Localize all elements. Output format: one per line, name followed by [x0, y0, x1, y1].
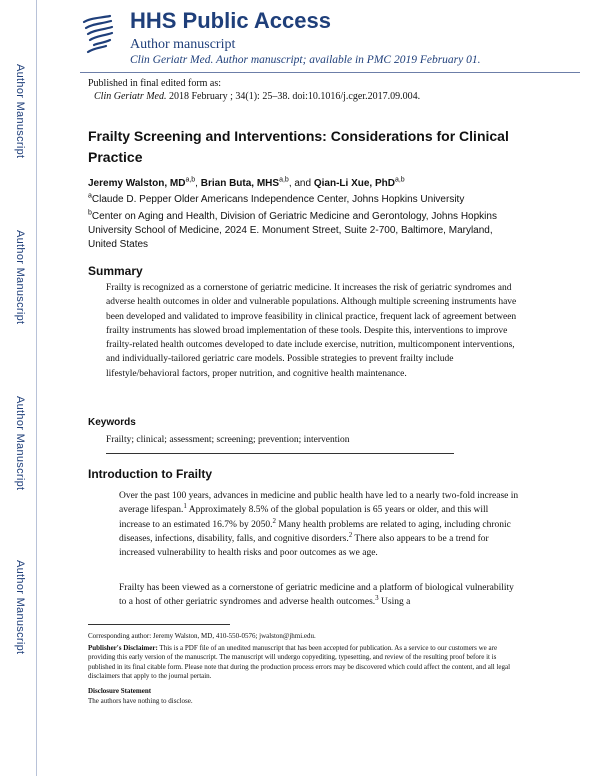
- affiliation-b-marker: b: [88, 209, 92, 217]
- citation-details: 2018 February ; 34(1): 25–38. doi:10.1016/j.cger.2017.09.004.: [169, 91, 421, 102]
- author-separator-1: ,: [195, 178, 201, 189]
- affiliation-b: [88, 210, 518, 252]
- author-2: Brian Buta, MHS: [200, 178, 280, 189]
- keywords-divider: [106, 453, 454, 454]
- publication-info: [88, 77, 420, 103]
- summary-heading: Summary: [88, 264, 143, 278]
- ref-1: 1: [183, 502, 187, 511]
- affiliation-b-text: Center on Aging and Health, Division of Geriatric Medicine and Gerontology, Johns Hopkins University School of Medicine, 2024 E. Monument Street, Suite 2-700, Baltimore, Maryland, United States: [88, 211, 497, 250]
- side-label-3: Author Manuscript: [14, 396, 26, 491]
- intro-paragraph-1: [119, 489, 519, 560]
- header-divider: [80, 72, 580, 73]
- author-separator-2: , and: [288, 178, 314, 189]
- intro-p1-part-2: Approximately 8.5% of the global population is 65 years or older, and this will increase to an estimated 16.7% by 2050.: [119, 505, 489, 530]
- ref-2b: 2: [348, 530, 353, 539]
- side-label-1: Author Manuscript: [14, 64, 26, 159]
- disclosure-heading-text: Disclosure Statement: [88, 687, 152, 695]
- side-divider: [36, 0, 37, 776]
- keywords-text: Frailty; clinical; assessment; screening; prevention; intervention: [106, 435, 350, 445]
- intro-p1-part-1: Over the past 100 years, advances in medicine and public health have led to a nearly two-fold increase in average lifespan.: [119, 491, 519, 516]
- side-label-4: Author Manuscript: [14, 560, 26, 655]
- intro-p2-part-1: Frailty has been viewed as a cornerstone of geriatric medicine and a platform of biological vulnerability to a host of other geriatric syndromes and adverse health outcomes.: [119, 583, 514, 608]
- ref-2: 2: [272, 516, 277, 525]
- hhs-public-access-title: HHS Public Access: [130, 8, 331, 33]
- intro-p2-part-2: Using a: [378, 597, 411, 608]
- author-3-affiliation: a,b: [394, 176, 405, 184]
- citation-line: [88, 90, 420, 103]
- author-3: Qian-Li Xue, PhD: [313, 178, 395, 189]
- side-label-2: Author Manuscript: [14, 230, 26, 325]
- disclaimer-text: This is a PDF file of an unedited manuscript that has been accepted for publication. As a service to our customers we are providing this early version of the manuscript. The manuscript will undergo copyediting, typesetting, and review of the resulting proof before it is published in its final citable form. Please note that during the production process errors may be discovered which could affect the content, and all legal disclaimers that apply to the journal pertain.: [88, 644, 511, 680]
- footnote-divider: [88, 624, 230, 625]
- author-1-affiliation: a,b: [185, 176, 196, 184]
- article-title: Frailty Screening and Interventions: Considerations for Clinical Practice: [88, 128, 509, 165]
- disclaimer-label: Publisher's Disclaimer:: [88, 644, 158, 652]
- summary-text: Frailty is recognized as a cornerstone of geriatric medicine. It increases the risk of geriatric syndromes and adverse health outcomes in older and vulnerable populations. Although multiple screening instruments have been developed and validated to improve feasibility in clinical practice, frequent lack of agreement between frailty instruments has slowed broad implementation of these tools. Despite this, interventions to improve frailty-related health outcomes developed to date include exercise, nutrition, multicomponent interventions, and individually-tailored geriatric care models. Possible strategies to prevent frailty include lifestyle/behavioral factors, proper nutrition, and cognitive health maintenance.: [106, 283, 517, 379]
- citation-journal: Clin Geriatr Med.: [94, 91, 167, 102]
- affiliation-a-marker: a: [88, 192, 92, 200]
- affiliation-a: [88, 193, 518, 207]
- corresponding-author-note: Corresponding author: Jeremy Walston, MD, 410-550-0576; jwalston@jhmi.edu.: [88, 632, 316, 640]
- hhs-eagle-logo-icon: [80, 12, 116, 56]
- journal-availability-line: Clin Geriatr Med. Author manuscript; available in PMC 2019 February 01.: [130, 54, 481, 66]
- intro-paragraph-2: [119, 581, 519, 610]
- hhs-header: [80, 8, 580, 70]
- keywords-heading: Keywords: [88, 417, 136, 428]
- author-1: Jeremy Walston, MD: [88, 178, 186, 189]
- affiliation-a-text: Claude D. Pepper Older Americans Independence Center, Johns Hopkins University: [91, 194, 465, 205]
- published-label: Published in final edited form as:: [88, 78, 222, 89]
- intro-p1-part-4: There also appears to be a trend for increased vulnerability to health risks and poor outcomes as we age.: [119, 533, 489, 559]
- introduction-heading: Introduction to Frailty: [88, 467, 212, 481]
- disclosure-heading: [88, 687, 518, 696]
- intro-p1-part-3: Many health problems are related to aging, including chronic diseases, infections, disability, falls, and cognitive disorders.: [119, 519, 511, 544]
- disclosure-text: The authors have nothing to disclose.: [88, 697, 193, 705]
- ref-3: 3: [375, 594, 379, 603]
- author-2-affiliation: a,b: [279, 176, 289, 184]
- publisher-disclaimer: [88, 644, 518, 681]
- author-list: [88, 178, 405, 189]
- author-manuscript-subtitle: Author manuscript: [130, 37, 236, 52]
